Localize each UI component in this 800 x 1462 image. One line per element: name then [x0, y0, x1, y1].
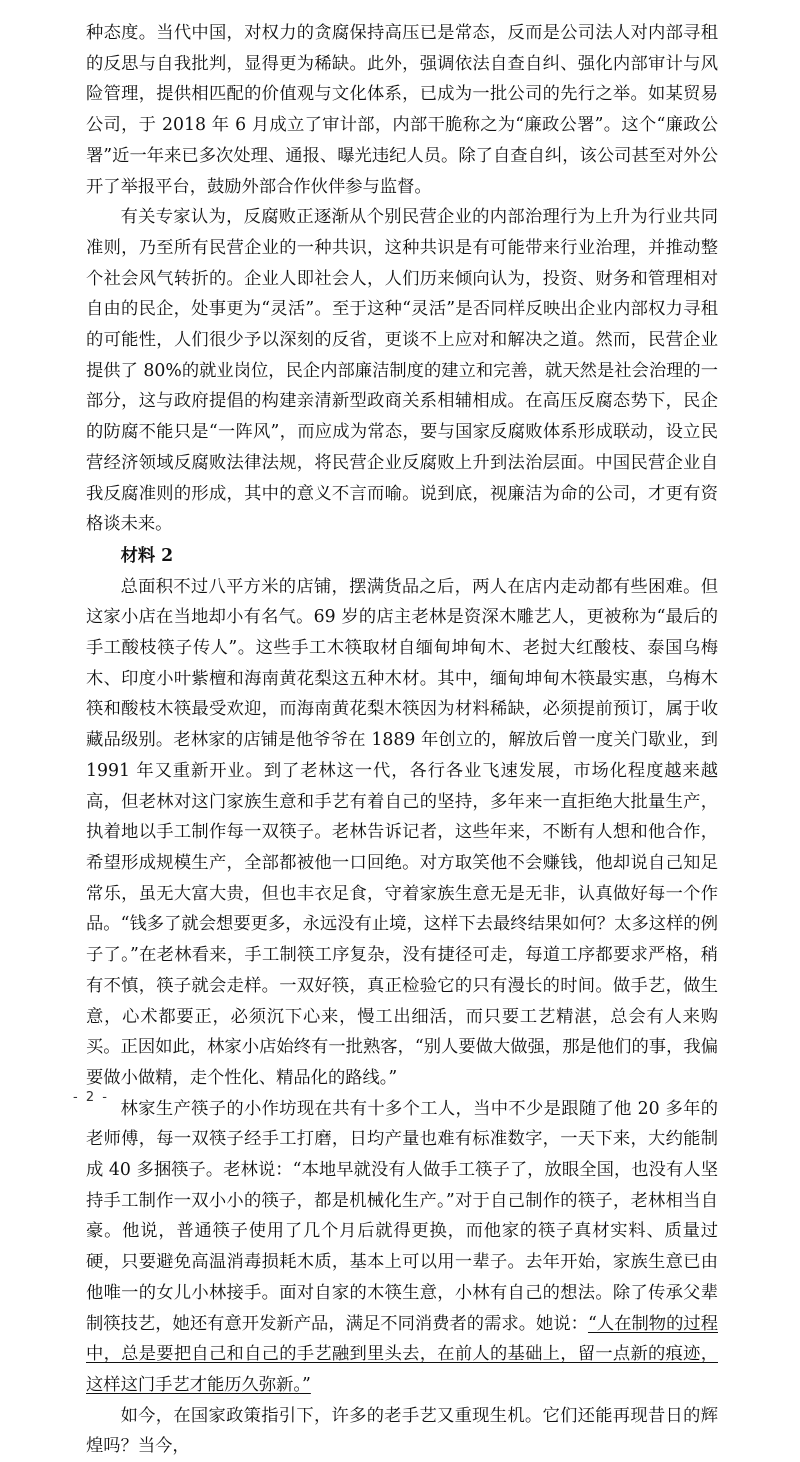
- underlined-quote: “人在制物的过程中，总是要把自己和自己的手艺融到里头去，在前人的基础上，留一点新的痕迹，这样这门手艺才能历久弥新。”: [86, 1313, 718, 1395]
- paragraph-chopstick-shop: 总面积不过八平方米的店铺，摆满货品之后，两人在店内走动都有些困难。但这家小店在当地却小有名气。69 岁的店主老林是资深木雕艺人，更被称为“最后的手工酸枝筷子传人”。这些手工木筷取材自缅甸坤甸木、老挝大红酸枝、泰国乌梅木、印度小叶紫檀和海南黄花梨这五种木材。其中，缅甸坤甸木筷最实惠，乌梅木筷和酸枝木筷最受欢迎，而海南黄花梨木筷因为材料稀缺，必须提前预订，属于收藏品级别。老林家的店铺是他爷爷在 1889 年创立的，解放后曾一度关门歇业，到 1991 年又重新开业。到了老林这一代，各行各业飞速发展，市场化程度越来越高，但老林对这门家族生意和手艺有着自己的坚持，多年来一直拒绝大批量生产，执着地以手工制作每一双筷子。老林告诉记者，这些年来，不断有人想和他合作，希望形成规模生产，全部都被他一口回绝。对方取笑他不会赚钱，他却说自己知足常乐，虽无大富大贵，但也丰衣足食，守着家族生意无是无非，认真做好每一个作品。“钱多了就会想要更多，永远没有止境，这样下去最终结果如何？太多这样的例子了。”在老林看来，手工制筷工序复杂，没有捷径可走，每道工序都要求严格，稍有不慎，筷子就会走样。一双好筷，真正检验它的只有漫长的时间。做手艺，做生意，心术都要正，必须沉下心来，慢工出细活，而只要工艺精湛，总会有人来购买。正因如此，林家小店始终有一批熟客，“别人要做大做强，那是他们的事，我偏要做小做精，走个性化、精品化的路线。”: [86, 576, 718, 1088]
- workshop-text: 林家生产筷子的小作坊现在共有十多个工人，当中不少是跟随了他 20 多年的老师傅，每一双筷子经手工打磨，日均产量也难有标准数字，一天下来，大约能制成 40 多捆筷子。老林说：“本地早就没有人做手工筷子了，放眼全国，也没有人坚持手工制作一双小小的筷子，都是机械化生产。”对于自己制作的筷子，老林相当自豪。他说，普通筷子使用了几个月后就得更换，而他家的筷子真材实料、质量过硬，只要避免高温消毒损耗木质，基本上可以用一辈子。去年开始，家族生意已由他唯一的女儿小林接手。面对自家的木筷生意，小林有自己的想法。除了传承父辈制筷技艺，她还有意开发新产品，满足不同消费者的需求。她说：: [86, 1098, 718, 1334]
- paragraph-anti-corruption-companies: 种态度。当代中国，对权力的贪腐保持高压已是常态，反而是公司法人对内部寻租的反思与自我批判，显得更为稀缺。此外，强调依法自查自纠、强化内部审计与风险管理，提供相匹配的价值观与文化体系，已成为一批公司的先行之举。如某贸易公司，于 2018 年 6 月成立了审计部，内部干脆称之为“廉政公署”。这个“廉政公署”近一年来已多次处理、通报、曝光违纪人员。除了自查自纠，该公司甚至对外公开了举报平台，鼓励外部合作伙伴参与监督。: [86, 23, 718, 197]
- page-number: - 2 -: [73, 1090, 109, 1105]
- document-page: [86, 18, 718, 1462]
- section-heading-material-2: 材料 2: [120, 545, 174, 566]
- paragraph-expert-opinion: 有关专家认为，反腐败正逐渐从个别民营企业的内部治理行为上升为行业共同准则，乃至所有民营企业的一种共识，这种共识是有可能带来行业治理，并推动整个社会风气转折的。企业人即社会人，人们历来倾向认为，投资、财务和管理相对自由的民企，处事更为“灵活”。至于这种“灵活”是否同样反映出企业内部权力寻租的可能性，人们很少予以深刻的反省，更谈不上应对和解决之道。然而，民营企业提供了 80%的就业岗位，民企内部廉洁制度的建立和完善，就天然是社会治理的一部分，这与政府提倡的构建亲清新型政商关系相辅相成。在高压反腐态势下，民企的防腐不能只是“一阵风”，而应成为常态，要与国家反腐败体系形成联动，设立民营经济领域反腐败法律法规，将民营企业反腐败上升到法治层面。中国民营企业自我反腐准则的形成，其中的意义不言而喻。说到底，视廉洁为命的公司，才更有资格谈未来。: [86, 207, 718, 535]
- paragraph-conclusion: 如今，在国家政策指引下，许多的老手艺又重现生机。它们还能再现昔日的辉煌吗？当今，: [86, 1405, 718, 1457]
- paragraph-workshop: [86, 1094, 718, 1401]
